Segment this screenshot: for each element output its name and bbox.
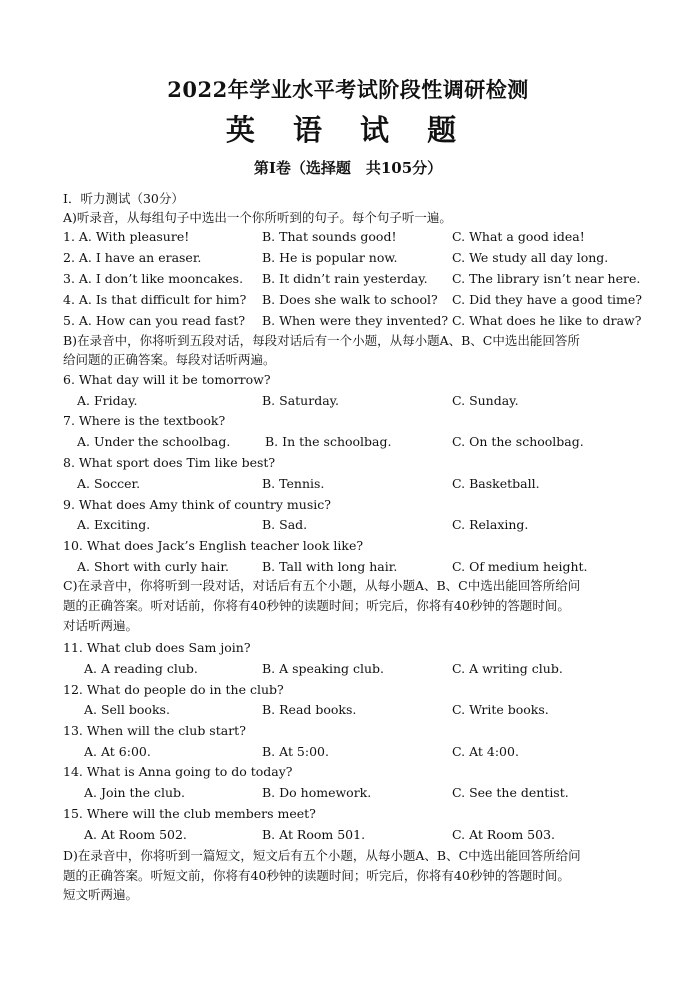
option-a: A. Exciting. bbox=[77, 517, 151, 532]
question-text: 14. What is Anna going to do today? bbox=[63, 764, 293, 779]
question-text: 9. What does Amy think of country music? bbox=[63, 497, 331, 512]
option-c: C. We study all day long. bbox=[452, 250, 609, 265]
option-b: B. Read books. bbox=[262, 702, 357, 717]
option-a: 4. A. Is that difficult for him? bbox=[63, 292, 247, 307]
option-b: B. A speaking club. bbox=[262, 661, 385, 676]
option-a: 2. A. I have an eraser. bbox=[63, 250, 202, 265]
option-a: A. Short with curly hair. bbox=[77, 559, 229, 574]
option-c: C. Write books. bbox=[452, 702, 549, 717]
part-c-instruction: 对话听两遍。 bbox=[63, 618, 139, 633]
part-a-instruction: A)听录音，从每组句子中选出一个你所听到的句子。每个句子听一遍。 bbox=[63, 210, 452, 225]
part-d-instruction: 短文听两遍。 bbox=[63, 887, 139, 902]
option-b: B. Tall with long hair. bbox=[262, 559, 398, 574]
section-heading: I．听力测试（30分） bbox=[63, 191, 184, 206]
option-c: C. What a good idea! bbox=[452, 229, 585, 244]
part-c-instruction: 题的正确答案。听对话前，你将有40秒钟的读题时间；听完后，你将有40秒钟的答题时间。 bbox=[63, 598, 570, 613]
part-b-instruction: 给问题的正确答案。每段对话听两遍。 bbox=[63, 352, 276, 367]
option-b: B. When were they invented? bbox=[262, 313, 449, 328]
option-a: 3. A. I don’t like mooncakes. bbox=[63, 271, 244, 286]
option-a: A. Under the schoolbag. bbox=[77, 434, 231, 449]
question-text: 10. What does Jack’s English teacher look like? bbox=[63, 538, 364, 553]
option-c: C. On the schoolbag. bbox=[452, 434, 584, 449]
question-text: 13. When will the club start? bbox=[63, 723, 246, 738]
question-text: 7. Where is the textbook? bbox=[63, 413, 226, 428]
subject-title: 英 语 试 题 bbox=[225, 113, 471, 147]
option-c: C. Relaxing. bbox=[452, 517, 529, 532]
option-a: A. Friday. bbox=[77, 393, 138, 408]
option-c: C. See the dentist. bbox=[452, 785, 569, 800]
option-b: B. It didn’t rain yesterday. bbox=[262, 271, 428, 286]
part-b-instruction: B)在录音中，你将听到五段对话，每段对话后有一个小题，从每小题A、B、C中选出能回答所 bbox=[63, 333, 580, 348]
option-a: A. Sell books. bbox=[84, 702, 170, 717]
option-c: C. A writing club. bbox=[452, 661, 563, 676]
option-a: A. At Room 502. bbox=[84, 827, 187, 842]
option-b: B. At Room 501. bbox=[262, 827, 366, 842]
option-c: C. Basketball. bbox=[452, 476, 540, 491]
question-text: 11. What club does Sam join? bbox=[63, 640, 251, 655]
option-a: A. Soccer. bbox=[77, 476, 141, 491]
part-d-instruction: 题的正确答案。听短文前，你将有40秒钟的读题时间；听完后，你将有40秒钟的答题时间。 bbox=[63, 868, 570, 883]
question-text: 6. What day will it be tomorrow? bbox=[63, 372, 271, 387]
option-c: C. At Room 503. bbox=[452, 827, 555, 842]
volume-heading: 第Ⅰ卷（选择题 共105分） bbox=[253, 159, 443, 177]
option-b: B. That sounds good! bbox=[262, 229, 397, 244]
part-c-instruction: C)在录音中，你将听到一段对话，对话后有五个小题，从每小题A、B、C中选出能回答所给问 bbox=[63, 578, 581, 593]
option-b: B. He is popular now. bbox=[262, 250, 398, 265]
question-text: 12. What do people do in the club? bbox=[63, 682, 284, 697]
option-b: B. Tennis. bbox=[262, 476, 325, 491]
option-b: B. In the schoolbag. bbox=[265, 434, 392, 449]
question-text: 15. Where will the club members meet? bbox=[63, 806, 316, 821]
option-c: C. Did they have a good time? bbox=[452, 292, 642, 307]
option-c: C. Sunday. bbox=[452, 393, 519, 408]
part-d-instruction: D)在录音中，你将听到一篇短文，短文后有五个小题，从每小题A、B、C中选出能回答所给问 bbox=[63, 848, 581, 863]
option-c: C. What does he like to draw? bbox=[452, 313, 642, 328]
question-text: 8. What sport does Tim like best? bbox=[63, 455, 276, 470]
option-b: B. At 5:00. bbox=[262, 744, 329, 759]
option-b: B. Does she walk to school? bbox=[262, 292, 438, 307]
option-a: 1. A. With pleasure! bbox=[63, 229, 190, 244]
option-b: B. Sad. bbox=[262, 517, 308, 532]
option-c: C. Of medium height. bbox=[452, 559, 588, 574]
option-c: C. The library isn’t near here. bbox=[452, 271, 641, 286]
option-a: A. At 6:00. bbox=[84, 744, 151, 759]
option-a: A. Join the club. bbox=[84, 785, 186, 800]
option-b: B. Saturday. bbox=[262, 393, 340, 408]
option-a: A. A reading club. bbox=[84, 661, 198, 676]
option-b: B. Do homework. bbox=[262, 785, 372, 800]
option-c: C. At 4:00. bbox=[452, 744, 519, 759]
exam-title: 2022年学业水平考试阶段性调研检测 bbox=[167, 77, 529, 102]
option-a: 5. A. How can you read fast? bbox=[63, 313, 246, 328]
